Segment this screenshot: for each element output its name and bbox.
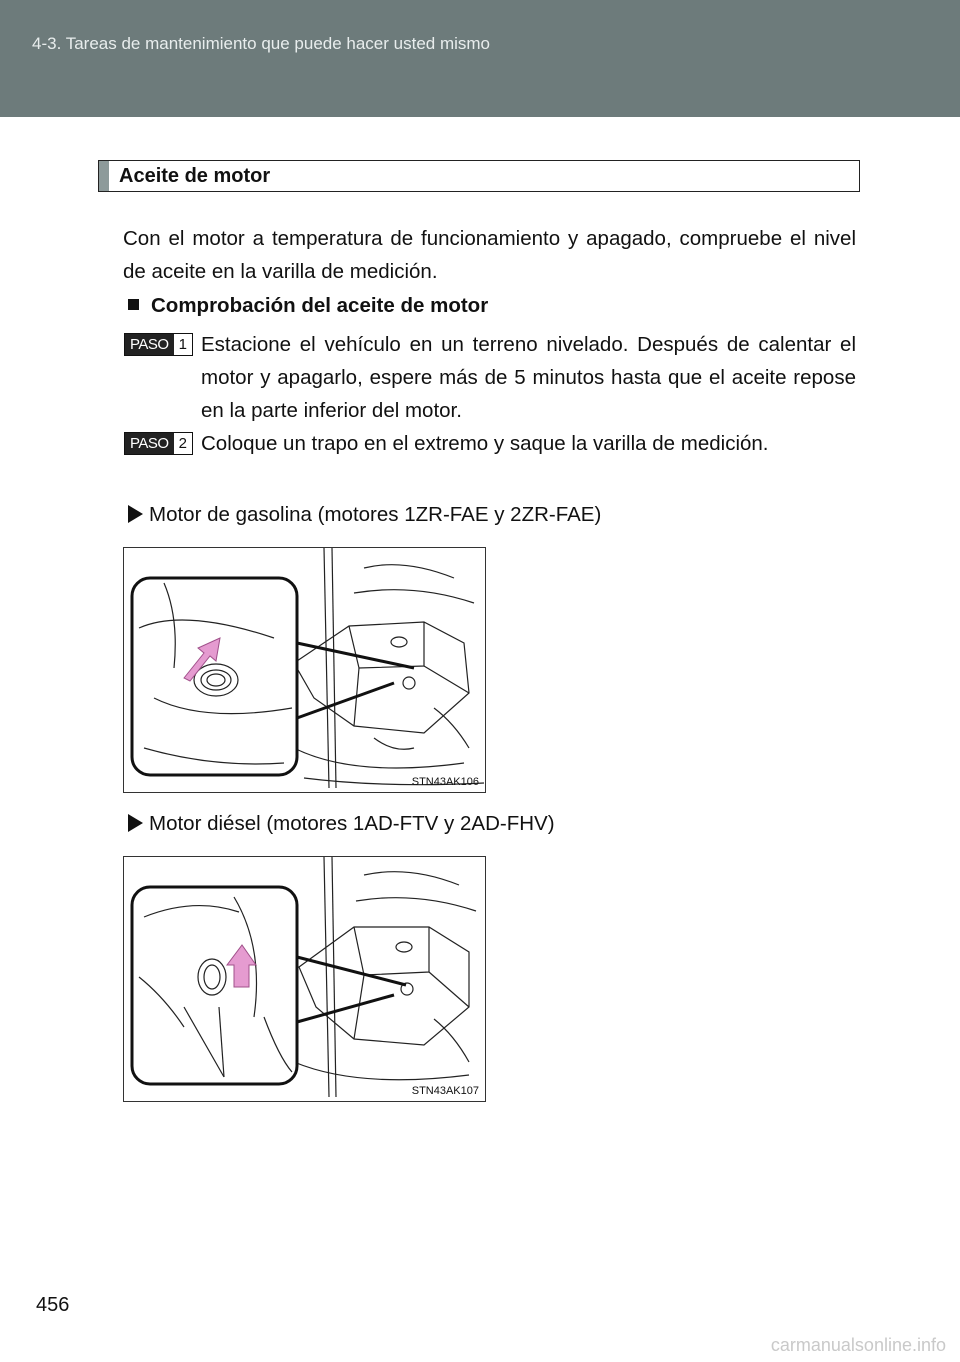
step-2 — [124, 427, 856, 460]
triangle-bullet-icon — [128, 505, 143, 523]
figure-gasoline-engine — [123, 547, 486, 793]
section-heading — [98, 160, 860, 192]
figure-code: STN43AK106 — [411, 776, 479, 788]
intro-paragraph: Con el motor a temperatura de funcionamiento y apagado, compruebe el nivel de aceite en la varilla de medición. — [123, 227, 856, 283]
step-label: PASO — [125, 433, 174, 454]
watermark: carmanualsonline.info — [770, 1335, 946, 1355]
page-header — [0, 0, 960, 117]
step-badge — [124, 432, 193, 455]
variant-title: Motor de gasolina (motores 1ZR-FAE y 2ZR-FAE) — [149, 503, 602, 526]
subheading — [128, 294, 488, 318]
variant-gasoline — [128, 503, 601, 527]
step-number: 1 — [174, 334, 192, 355]
step-badge — [124, 333, 193, 356]
step-1 — [124, 328, 856, 427]
step-text: Coloque un trapo en el extremo y saque la varilla de medición. — [201, 432, 769, 455]
chapter-title: 4-3. Tareas de mantenimiento que puede hacer usted mismo — [32, 34, 491, 53]
section-title: Aceite de motor — [119, 165, 271, 187]
variant-diesel — [128, 812, 555, 836]
square-bullet-icon — [128, 299, 139, 310]
step-label: PASO — [125, 334, 174, 355]
step-number: 2 — [174, 433, 192, 454]
engine-illustration — [124, 857, 486, 1102]
variant-title: Motor diésel (motores 1AD-FTV y 2AD-FHV) — [149, 812, 555, 835]
section-marker — [99, 161, 109, 191]
triangle-bullet-icon — [128, 814, 143, 832]
step-text: Estacione el vehículo en un terreno nivelado. Después de calentar el motor y apagarlo, espere más de 5 minutos hasta que el aceite repose en la parte inferior del motor. — [201, 333, 856, 422]
engine-illustration — [124, 548, 486, 793]
figure-diesel-engine — [123, 856, 486, 1102]
figure-code: STN43AK107 — [411, 1085, 479, 1097]
subheading-text: Comprobación del aceite de motor — [151, 294, 489, 317]
page-number: 456 — [36, 1294, 70, 1316]
